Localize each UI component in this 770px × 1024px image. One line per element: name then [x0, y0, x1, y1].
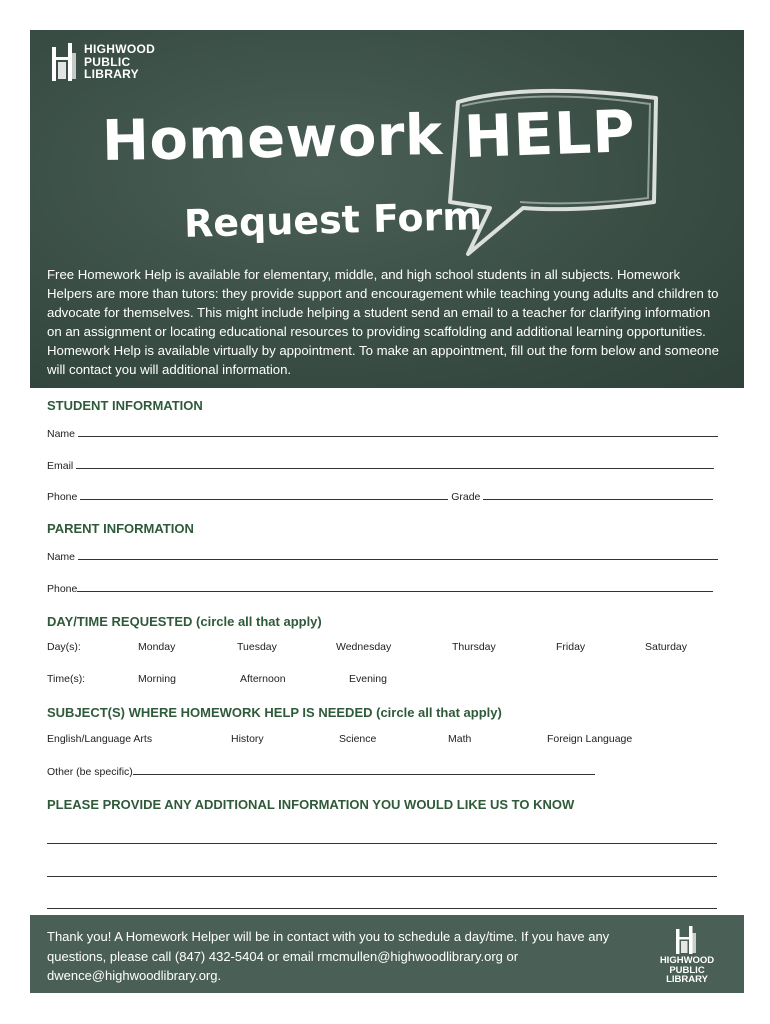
day-option-monday[interactable]: Monday	[138, 641, 176, 653]
footer-logo-line-1: HIGHWOOD	[659, 955, 715, 966]
daytime-section-title: DAY/TIME REQUESTED (circle all that apply)	[47, 614, 322, 629]
subject-option-science[interactable]: Science	[339, 733, 377, 745]
footer-logo-line-2: PUBLIC	[669, 964, 705, 976]
parent-name-label: Name	[47, 551, 76, 563]
title-help: HELP	[462, 97, 637, 171]
subject-option-math[interactable]: Math	[448, 733, 472, 745]
logo-line-2: PUBLIC	[84, 54, 131, 69]
footer-banner	[30, 915, 744, 993]
subject-option-english[interactable]: English/Language Arts	[47, 733, 153, 745]
speech-bubble-icon	[428, 62, 668, 282]
header-banner	[30, 30, 744, 388]
student-phone-field[interactable]	[47, 490, 713, 503]
footer-contact-text: Thank you! A Homework Helper will be in contact with you to schedule a day/time. If you have any questions, please call (847) 432-5404 or email rmcmullen@highwoodlibrary.org or dwence@highwoodlibrary.org.	[47, 929, 610, 983]
student-phone-label: Phone	[47, 491, 78, 503]
time-option-morning[interactable]: Morning	[138, 673, 176, 685]
footer-library-logo-icon	[676, 926, 698, 954]
logo-line-3: LIBRARY	[84, 67, 139, 81]
footer-library-logo	[652, 926, 722, 986]
time-option-afternoon[interactable]: Afternoon	[240, 673, 286, 685]
student-email-field[interactable]	[47, 459, 714, 472]
student-name-field[interactable]	[47, 427, 718, 440]
intro-paragraph: Free Homework Help is available for elementary, middle, and high school students in all subjects. Homework Helpers are more than tutors: they provide support and encouragement while teaching young adults and children to advocate for themselves. This might include helping a student send an email to a teacher for clarifying information on an assignment or locating educational resources to providing scaffolding and additional learning opportunities. Homework Help is available virtually by appointment. To make an appointment, fill out the form below and someone will contact you will additional information.	[47, 267, 719, 377]
subject-other-label: Other (be specific)	[47, 766, 133, 778]
title-request-form: Request Form	[183, 194, 483, 246]
parent-phone-line[interactable]	[77, 582, 713, 592]
times-label: Time(s):	[47, 673, 86, 685]
subject-option-foreign-language[interactable]: Foreign Language	[547, 733, 633, 745]
day-option-saturday[interactable]: Saturday	[645, 641, 688, 653]
day-option-thursday[interactable]: Thursday	[452, 641, 496, 653]
days-label: Day(s):	[47, 641, 81, 653]
time-option-evening[interactable]: Evening	[349, 673, 387, 685]
footer-logo-line-3: LIBRARY	[666, 974, 708, 985]
student-grade-label: Grade	[451, 491, 481, 503]
student-name-line[interactable]	[78, 427, 718, 437]
additional-info-line-1[interactable]	[47, 843, 717, 844]
title-homework: Homework	[101, 103, 444, 174]
library-logo	[52, 43, 172, 85]
student-phone-line[interactable]	[80, 490, 448, 500]
logo-line-1: HIGHWOOD	[84, 42, 156, 56]
subject-option-history[interactable]: History	[231, 733, 264, 745]
additional-info-line-2[interactable]	[47, 876, 717, 877]
student-name-label: Name	[47, 428, 76, 440]
student-grade-line[interactable]	[483, 490, 713, 500]
student-email-label: Email	[47, 460, 74, 472]
additional-info-line-3[interactable]	[47, 908, 717, 909]
parent-section-title: PARENT INFORMATION	[47, 521, 194, 536]
subject-other-line[interactable]	[133, 765, 595, 775]
library-logo-icon	[52, 43, 78, 81]
student-section-title: STUDENT INFORMATION	[47, 398, 203, 413]
subjects-section-title: SUBJECT(S) WHERE HOMEWORK HELP IS NEEDED (circle all that apply)	[47, 705, 502, 720]
subject-other-field[interactable]	[47, 765, 595, 778]
day-option-wednesday[interactable]: Wednesday	[336, 641, 392, 653]
parent-phone-field[interactable]	[47, 582, 713, 595]
additional-section-title: PLEASE PROVIDE ANY ADDITIONAL INFORMATION YOU WOULD LIKE US TO KNOW	[47, 797, 575, 812]
parent-name-field[interactable]	[47, 550, 718, 563]
parent-name-line[interactable]	[78, 550, 718, 560]
parent-phone-label: Phone	[47, 583, 78, 595]
student-email-line[interactable]	[76, 459, 714, 469]
day-option-friday[interactable]: Friday	[556, 641, 586, 653]
day-option-tuesday[interactable]: Tuesday	[237, 641, 277, 653]
